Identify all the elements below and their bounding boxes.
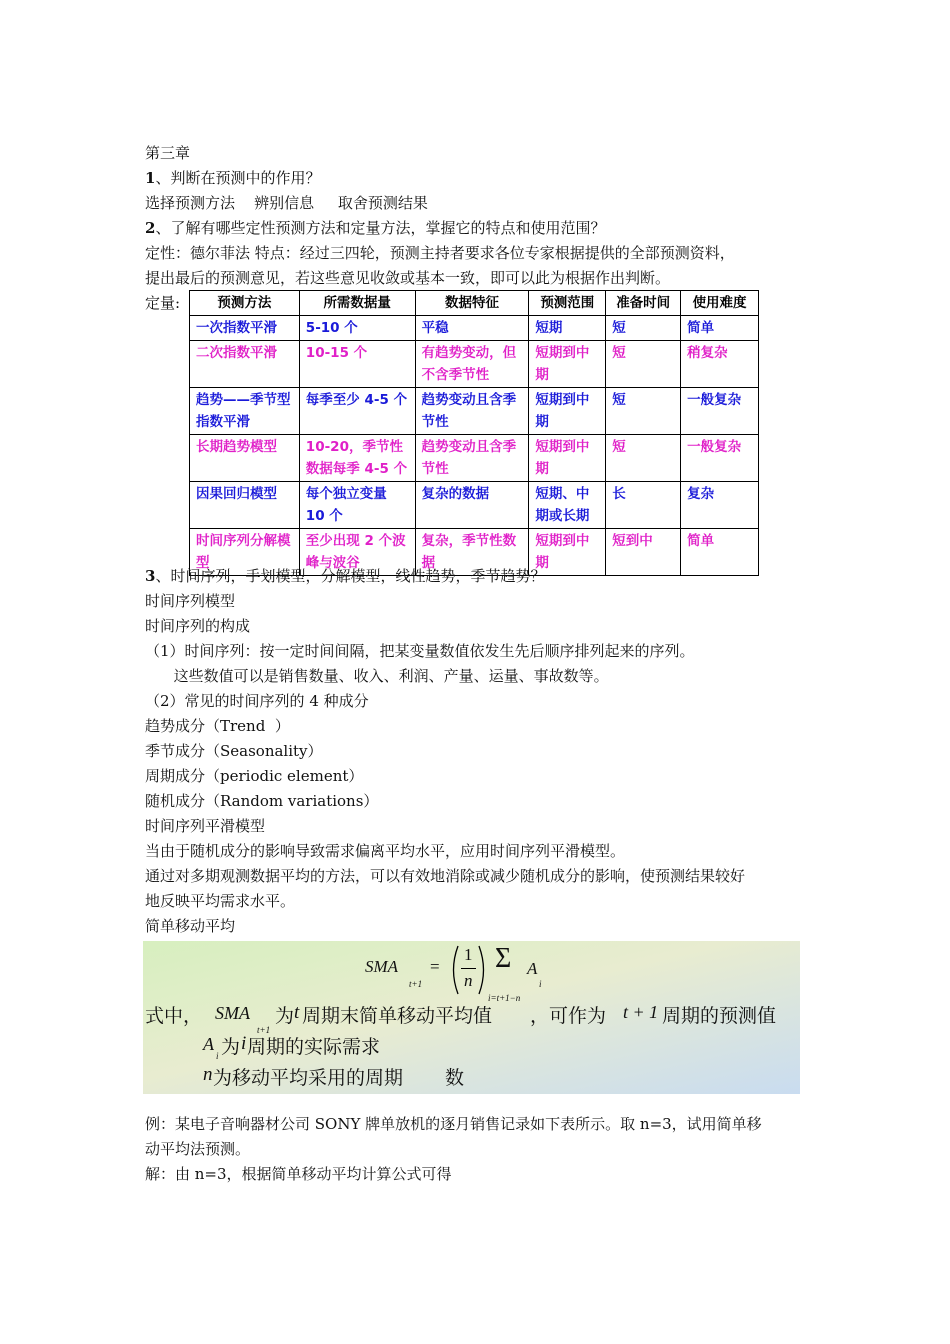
cell-prep-time: 短到中 bbox=[606, 529, 681, 576]
header-difficulty: 使用难度 bbox=[681, 291, 759, 316]
cell-prep-time: 短 bbox=[606, 435, 681, 482]
desc1-t: t bbox=[294, 1002, 300, 1023]
cell-method: 长期趋势模型 bbox=[190, 435, 300, 482]
question-number: 1 bbox=[145, 169, 156, 187]
left-paren-icon bbox=[448, 945, 460, 995]
question-1 bbox=[145, 168, 320, 188]
ts-line: （1）时间序列：按一定时间间隔，把某变量数值依发生先后顺序排列起来的序列。 bbox=[145, 642, 695, 660]
cell-range: 短期到中期 bbox=[529, 388, 606, 435]
ts-line: 随机成分（Random variations） bbox=[145, 792, 379, 810]
ts-line: 当由于随机成分的影响导致需求偏离平均水平，应用时间序列平滑模型。 bbox=[145, 842, 626, 860]
cell-data-feature: 有趋势变动，但不含季节性 bbox=[415, 341, 529, 388]
cell-difficulty: 复杂 bbox=[681, 482, 759, 529]
cell-difficulty: 简单 bbox=[681, 529, 759, 576]
cell-prep-time: 长 bbox=[606, 482, 681, 529]
table-row bbox=[190, 482, 759, 529]
ts-line: 通过对多期观测数据平均的方法，可以有效地消除或减少随机成分的影响，使预测结果较好 bbox=[145, 867, 746, 885]
desc2-i: i bbox=[241, 1033, 247, 1054]
cell-data-amount: 每季至少 4-5 个 bbox=[299, 388, 415, 435]
cell-method: 二次指数平滑 bbox=[190, 341, 300, 388]
question-number: 3 bbox=[145, 567, 156, 585]
fraction-bar bbox=[461, 968, 476, 969]
example-line-1: 例：某电子音响器材公司 SONY 牌单放机的逐月销售记录如下表所示。取 n=3，试用简单移 bbox=[145, 1115, 762, 1133]
cell-method: 趋势——季节型指数平滑 bbox=[190, 388, 300, 435]
formula-where: 式中， bbox=[145, 1005, 203, 1027]
header-method: 预测方法 bbox=[190, 291, 300, 316]
table-row bbox=[190, 341, 759, 388]
ts-line: 趋势成分（Trend ） bbox=[145, 717, 290, 735]
cell-data-feature: 复杂的数据 bbox=[415, 482, 529, 529]
sigma-icon: Σ bbox=[495, 943, 512, 974]
sma-formula-box bbox=[143, 941, 800, 1094]
solution-line: 解：由 n=3，根据简单移动平均计算公式可得 bbox=[145, 1165, 452, 1183]
formula-n: n bbox=[464, 971, 473, 990]
header-data-amount: 所需数据量 bbox=[299, 291, 415, 316]
formula-sub-i: i bbox=[539, 979, 542, 989]
header-prep-time: 准备时间 bbox=[606, 291, 681, 316]
cell-data-amount: 10-20，季节性数据每季 4-5 个 bbox=[299, 435, 415, 482]
table-row bbox=[190, 435, 759, 482]
cell-data-amount: 至少出现 2 个波峰与波谷 bbox=[299, 529, 415, 576]
desc-sub-t1: t+1 bbox=[257, 1025, 271, 1035]
desc2-A: A bbox=[203, 1034, 214, 1054]
cell-range: 短期到中期 bbox=[529, 435, 606, 482]
desc3-n: n bbox=[203, 1064, 213, 1085]
qualitative-line-2: 提出最后的预测意见，若这些意见收敛或基本一致，即可以此为根据作出判断。 bbox=[145, 269, 671, 287]
formula-one: 1 bbox=[464, 945, 473, 964]
cell-data-amount: 5-10 个 bbox=[299, 316, 415, 341]
table-row bbox=[190, 388, 759, 435]
cell-prep-time: 短 bbox=[606, 388, 681, 435]
cell-method: 因果回归模型 bbox=[190, 482, 300, 529]
desc2-text: 周期的实际需求 bbox=[247, 1036, 381, 1058]
cell-range: 短期、中期或长期 bbox=[529, 482, 606, 529]
example-line-2: 动平均法预测。 bbox=[145, 1140, 251, 1158]
cell-range: 短期到中期 bbox=[529, 341, 606, 388]
question-3 bbox=[145, 566, 545, 586]
desc1-t1: t + 1 bbox=[623, 1002, 659, 1022]
cell-range: 短期到中期 bbox=[529, 529, 606, 576]
ts-line: 时间序列模型 bbox=[145, 592, 236, 610]
cell-prep-time: 短 bbox=[606, 341, 681, 388]
cell-prep-time: 短 bbox=[606, 316, 681, 341]
header-range: 预测范围 bbox=[529, 291, 606, 316]
cell-range: 短期 bbox=[529, 316, 606, 341]
desc1-wei: 为 bbox=[275, 1005, 295, 1027]
cell-difficulty: 稍复杂 bbox=[681, 341, 759, 388]
cell-difficulty: 一般复杂 bbox=[681, 388, 759, 435]
question-text: 、了解有哪些定性预测方法和定量方法，掌握它的特点和使用范围？ bbox=[155, 219, 606, 237]
formula-equals: = bbox=[430, 957, 440, 976]
cell-data-amount: 10-15 个 bbox=[299, 341, 415, 388]
ts-line: （2）常见的时间序列的 4 种成分 bbox=[145, 692, 369, 710]
cell-data-feature: 平稳 bbox=[415, 316, 529, 341]
ts-line: 简单移动平均 bbox=[145, 917, 236, 935]
desc1-yucezhi: 周期的预测值 bbox=[662, 1005, 777, 1027]
question-text: 、判断在预测中的作用？ bbox=[155, 169, 321, 187]
ts-line: 周期成分（periodic element） bbox=[145, 767, 364, 785]
question-text: 、时间序列，手划模型，分解模型，线性趋势，季节趋势？ bbox=[155, 567, 546, 585]
cell-difficulty: 简单 bbox=[681, 316, 759, 341]
cell-data-amount: 每个独立变量 10 个 bbox=[299, 482, 415, 529]
formula-sub-t1: t+1 bbox=[409, 979, 423, 989]
table-row bbox=[190, 316, 759, 341]
cell-method: 时间序列分解模型 bbox=[190, 529, 300, 576]
cell-method: 一次指数平滑 bbox=[190, 316, 300, 341]
table-header-row bbox=[190, 291, 759, 316]
formula-sum-range: i=t+1−n bbox=[488, 993, 521, 1003]
ts-line: 季节成分（Seasonality） bbox=[145, 742, 323, 760]
desc2-sub-i: i bbox=[216, 1051, 219, 1061]
desc1-kezuowei: ，可作为 bbox=[530, 1005, 607, 1027]
cell-data-feature: 趋势变动且含季节性 bbox=[415, 435, 529, 482]
ts-line: 时间序列的构成 bbox=[145, 617, 251, 635]
right-paren-icon bbox=[477, 945, 489, 995]
cell-data-feature: 复杂，季节性数据 bbox=[415, 529, 529, 576]
forecast-methods-table bbox=[189, 290, 759, 576]
ts-line: 时间序列平滑模型 bbox=[145, 817, 266, 835]
desc1-text: 周期末简单移动平均值 bbox=[302, 1005, 493, 1027]
quantitative-label: 定量: bbox=[145, 294, 181, 312]
chapter-title: 第三章 bbox=[145, 144, 191, 162]
formula-sma: SMA bbox=[365, 957, 399, 976]
qualitative-line-1: 定性：德尔菲法 特点：经过三四轮，预测主持者要求各位专家根据提供的全部预测资料， bbox=[145, 244, 735, 262]
ts-line: 地反映平均需求水平。 bbox=[145, 892, 296, 910]
desc3-text: 为移动平均采用的周期 bbox=[213, 1067, 404, 1089]
question-number: 2 bbox=[145, 219, 156, 237]
formula-A: A bbox=[527, 959, 538, 978]
cell-difficulty: 一般复杂 bbox=[681, 435, 759, 482]
question-1-answer: 选择预测方法 辨别信息 取舍预测结果 bbox=[145, 194, 428, 212]
desc-sma: SMA bbox=[215, 1003, 250, 1023]
desc3-shu: 数 bbox=[445, 1067, 465, 1089]
desc2-wei: 为 bbox=[221, 1036, 241, 1058]
header-data-feature: 数据特征 bbox=[415, 291, 529, 316]
ts-line: 这些数值可以是销售数量、收入、利润、产量、运量、事故数等。 bbox=[145, 667, 609, 685]
question-2 bbox=[145, 218, 605, 238]
cell-data-feature: 趋势变动且含季节性 bbox=[415, 388, 529, 435]
